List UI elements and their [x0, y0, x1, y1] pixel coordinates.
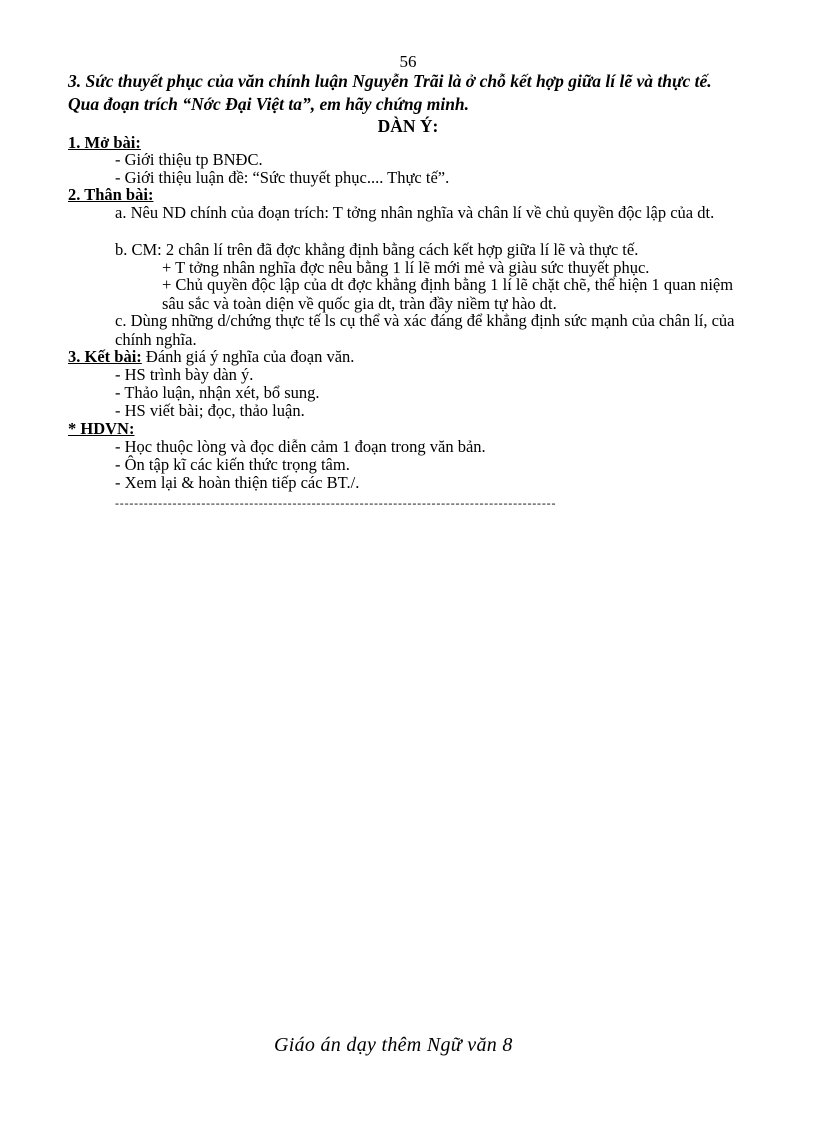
page-footer: Giáo án dạy thêm Ngữ văn 8 — [274, 1034, 513, 1056]
separator-line: -------------------------------------------------------------------------------------------- — [115, 496, 557, 510]
than-bai-point-a: a. Nêu ND chính của đoạn trích: T tởng nhân nghĩa và chân lí về chủ quyền độc lập của dt. — [115, 203, 715, 222]
than-bai-point-c: c. Dùng những d/chứng thực tế ls cụ thể và xác đáng để khẳng định sức mạnh của chân lí, của chính nghĩa. — [115, 311, 735, 349]
hdvn-item: - Xem lại & hoàn thiện tiếp các BT./. — [115, 473, 360, 492]
page-number: 56 — [399, 52, 417, 71]
mo-bai-item: - Giới thiệu luận đề: “Sức thuyết phục.... Thực tế”. — [115, 168, 450, 187]
mo-bai-item: - Giới thiệu tp BNĐC. — [115, 150, 263, 169]
ket-bai-text: Đánh giá ý nghĩa của đoạn văn. — [145, 347, 355, 366]
heading-ket-bai: 3. Kết bài: — [68, 347, 142, 366]
ket-bai-line — [68, 347, 354, 366]
ket-bai-item: - Thảo luận, nhận xét, bổ sung. — [115, 383, 320, 402]
heading-hdvn: * HDVN: — [68, 419, 135, 438]
than-bai-point-b2: + Chủ quyền độc lập của dt đợc khẳng định bằng 1 lí lẽ chặt chẽ, thể hiện 1 quan niệm sâu sắc và toàn diện về quốc gia dt, tràn đầy niềm tự hào dt. — [162, 275, 734, 313]
heading-mo-bai: 1. Mở bài: — [68, 133, 141, 152]
ket-bai-item: - HS viết bài; đọc, thảo luận. — [115, 401, 305, 420]
than-bai-point-b: b. CM: 2 chân lí trên đã đợc khẳng định bằng cách kết hợp giữa lí lẽ và thực tế. — [115, 240, 639, 259]
ket-bai-item: - HS trình bày dàn ý. — [115, 365, 254, 384]
question-text: 3. Sức thuyết phục của văn chính luận Nguyễn Trãi là ở chỗ kết hợp giữa lí lẽ và thực tế. Qua đoạn trích “Nớc Đại Việt ta”, em hãy chứng minh. — [68, 71, 712, 114]
hdvn-item: - Học thuộc lòng và đọc diễn cảm 1 đoạn trong văn bản. — [115, 437, 486, 456]
hdvn-item: - Ôn tập kĩ các kiến thức trọng tâm. — [115, 455, 350, 474]
than-bai-point-b1: + T tởng nhân nghĩa đợc nêu bằng 1 lí lẽ mới mẻ và giàu sức thuyết phục. — [162, 258, 650, 277]
outline-title: DÀN Ý: — [377, 116, 439, 136]
heading-than-bai: 2. Thân bài: — [68, 185, 154, 204]
